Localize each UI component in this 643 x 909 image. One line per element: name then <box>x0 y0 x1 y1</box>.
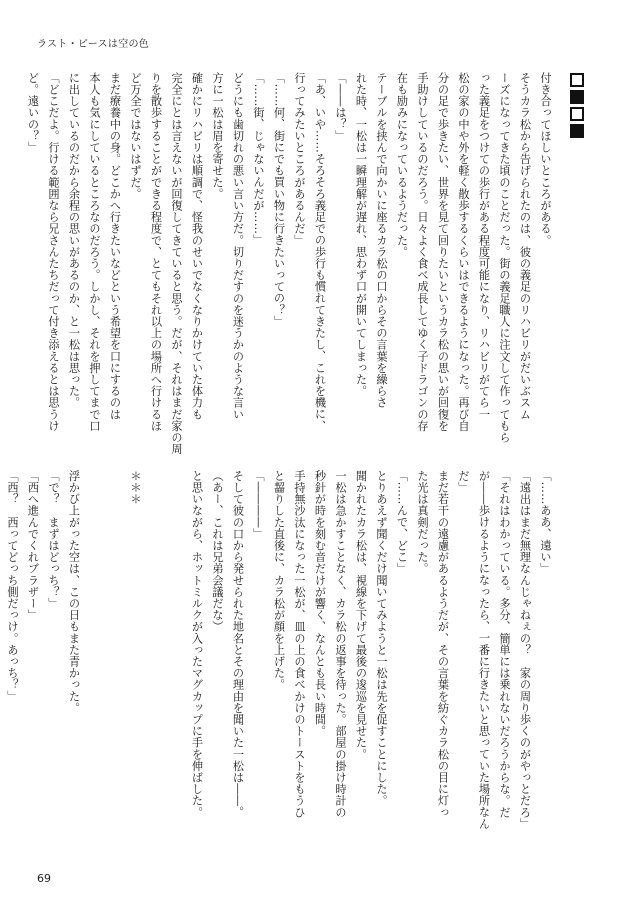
text-line <box>104 470 125 858</box>
text-line: りを散歩することができる程度で、とてもそれ以上の場所へ行けるほ <box>149 72 163 432</box>
text-line: 方に一松は眉を寄せた。 <box>211 72 224 200</box>
text-line: 一松は急かすことなく、カラ松の返事を待った。部屋の掛け時計の <box>334 470 347 818</box>
hollow-square-icon <box>570 73 584 87</box>
text-line <box>145 470 166 858</box>
text-line: れた時、一松は一瞬理解が遅れ、思わず口が開いてしまった。 <box>354 72 368 397</box>
text-line: 「……んで、どこ」 <box>395 470 409 575</box>
text-line: た光は真剣だった。 <box>416 470 429 575</box>
hollow-square-icon <box>570 107 584 121</box>
text-line: そうカラ松から告げられたのは、彼の義足のリハビリがだいぶスム <box>518 72 532 420</box>
text-line: が――歩けるようになったら、一番に行きたいと思っていた場所なん <box>477 470 491 830</box>
text-line: と齧りした直後に、カラ松が顔を上げた。 <box>272 470 286 691</box>
text-line: 松の家の中や外を軽く散歩するくらいはできるようになった。再び自 <box>457 72 470 432</box>
text-line: ど万全ではないはずだ。 <box>129 72 142 200</box>
text-line: 「……街、じゃないんだが……」 <box>252 72 265 246</box>
text-line: 完全にとは言えないが回復してきていると思う。だが、それはまだ家の周 <box>170 72 183 455</box>
text-line: まだ若干の遠慮があるようだが、その言葉を紡ぐカラ松の目に灯っ <box>436 470 450 818</box>
text-line: に出しているのだから余程の思いがあるのか、と一松は思った。 <box>67 72 81 409</box>
text-line: ーズになってきた頃のことだった。街の義足職人に注文して作ってもら <box>498 72 511 444</box>
running-head: ラスト・ピースは空の色 <box>37 39 150 50</box>
text-line: と思いながら、ホットミルクが入ったマグカップに手を伸ばした。 <box>190 470 204 818</box>
text-line: 「西？ 西ってどっち側だっけ。あっち？」 <box>6 470 19 702</box>
text-line: どうにも歯切れの悪い言い方だ。切りだすのを迷うかのような言い <box>231 72 245 420</box>
text-line: まだ療養中の身。どこかへ行きたいなどという希望を口にするのは <box>108 72 122 420</box>
text-line: 「遠出はまだ無理なんじゃねぇの？ 家の周り歩くのがやっとだろ」 <box>518 470 532 830</box>
text-line: 在も励みになっているようだった。 <box>395 72 409 258</box>
text-line: 「あ、いや……そろそろ義足での歩行も慣れてきたし、これを機に、 <box>313 72 327 432</box>
text-line: 「……何、街にでも買い物に行きたいっての？」 <box>272 72 286 328</box>
text-line: ど。遠いの？」 <box>26 72 40 154</box>
text-line: 本人も気にしているところなのだろう。しかし、それを押してまで口 <box>88 72 101 432</box>
text-line: 浮かび上がった空は、この日もまた青かった。 <box>67 470 81 714</box>
chapter-mark <box>566 72 588 139</box>
text-line: 「それはわかっている。多分、簡単には乗れないだろうからな。だ <box>498 470 511 818</box>
filled-square-icon <box>570 124 584 138</box>
text-line: とりあえず聞くだけ聞いてみようと一松は先を促すことにした。 <box>375 470 388 807</box>
text-line <box>84 470 105 858</box>
page-number: 69 <box>37 872 51 885</box>
text-line: 分の足で歩きたい、世界を見て回りたいというカラ松の思いが回復を <box>436 72 450 432</box>
text-line: 「で？ まずはどっち？」 <box>47 470 60 610</box>
upper-text-band <box>22 72 555 455</box>
text-line: 「――――」 <box>252 470 265 540</box>
text-line <box>166 470 187 858</box>
text-line: った義足をつけての歩行がある程度可能になり、リハビリがてら一 <box>477 72 491 420</box>
text-line: 「……ああ、遠い」 <box>539 470 552 575</box>
text-line: 確かにリハビリは順調で、怪我のせいでなくなりかけていた体力も <box>190 72 204 420</box>
text-line: テーブルを挟んで向かいに座るカラ松の口からその言葉を繰らさ <box>375 72 388 409</box>
text-line: 「西へ進んでくれブラザー」 <box>26 470 40 621</box>
section-break: ＊＊＊ <box>129 470 142 505</box>
text-line: 手助けしているのだろう。日々よく食べ成長してゆく子ドラゴンの存 <box>416 72 429 432</box>
text-line: だ」 <box>457 470 470 494</box>
text-line: そして彼の口から発せられた地名とその理由を聞いた一松は――。 <box>231 470 245 818</box>
filled-square-icon <box>570 90 584 104</box>
text-line: 付き合ってほしいところがある。 <box>539 72 552 246</box>
text-line: 行ってみたいところがあるんだ」 <box>293 72 306 246</box>
lower-text-band <box>2 470 556 858</box>
text-line: 「――は？」 <box>334 72 347 142</box>
text-line: 手持無沙汰になった一松が、皿の上の食べかけのトーストをもうひ <box>293 470 306 818</box>
text-line: （あー、これは兄弟会議だな） <box>211 470 224 633</box>
text-line: 聞かれたカラ松は、視線を下げて最後の逡巡を見せた。 <box>354 470 368 760</box>
text-line: 「どこだよ。行ける範囲なら兄さんたちだって付き添えるとは思うけ <box>47 72 60 432</box>
text-line: 秒針が時を刻む音だけが響く、なんとも長い時間。 <box>313 470 327 737</box>
